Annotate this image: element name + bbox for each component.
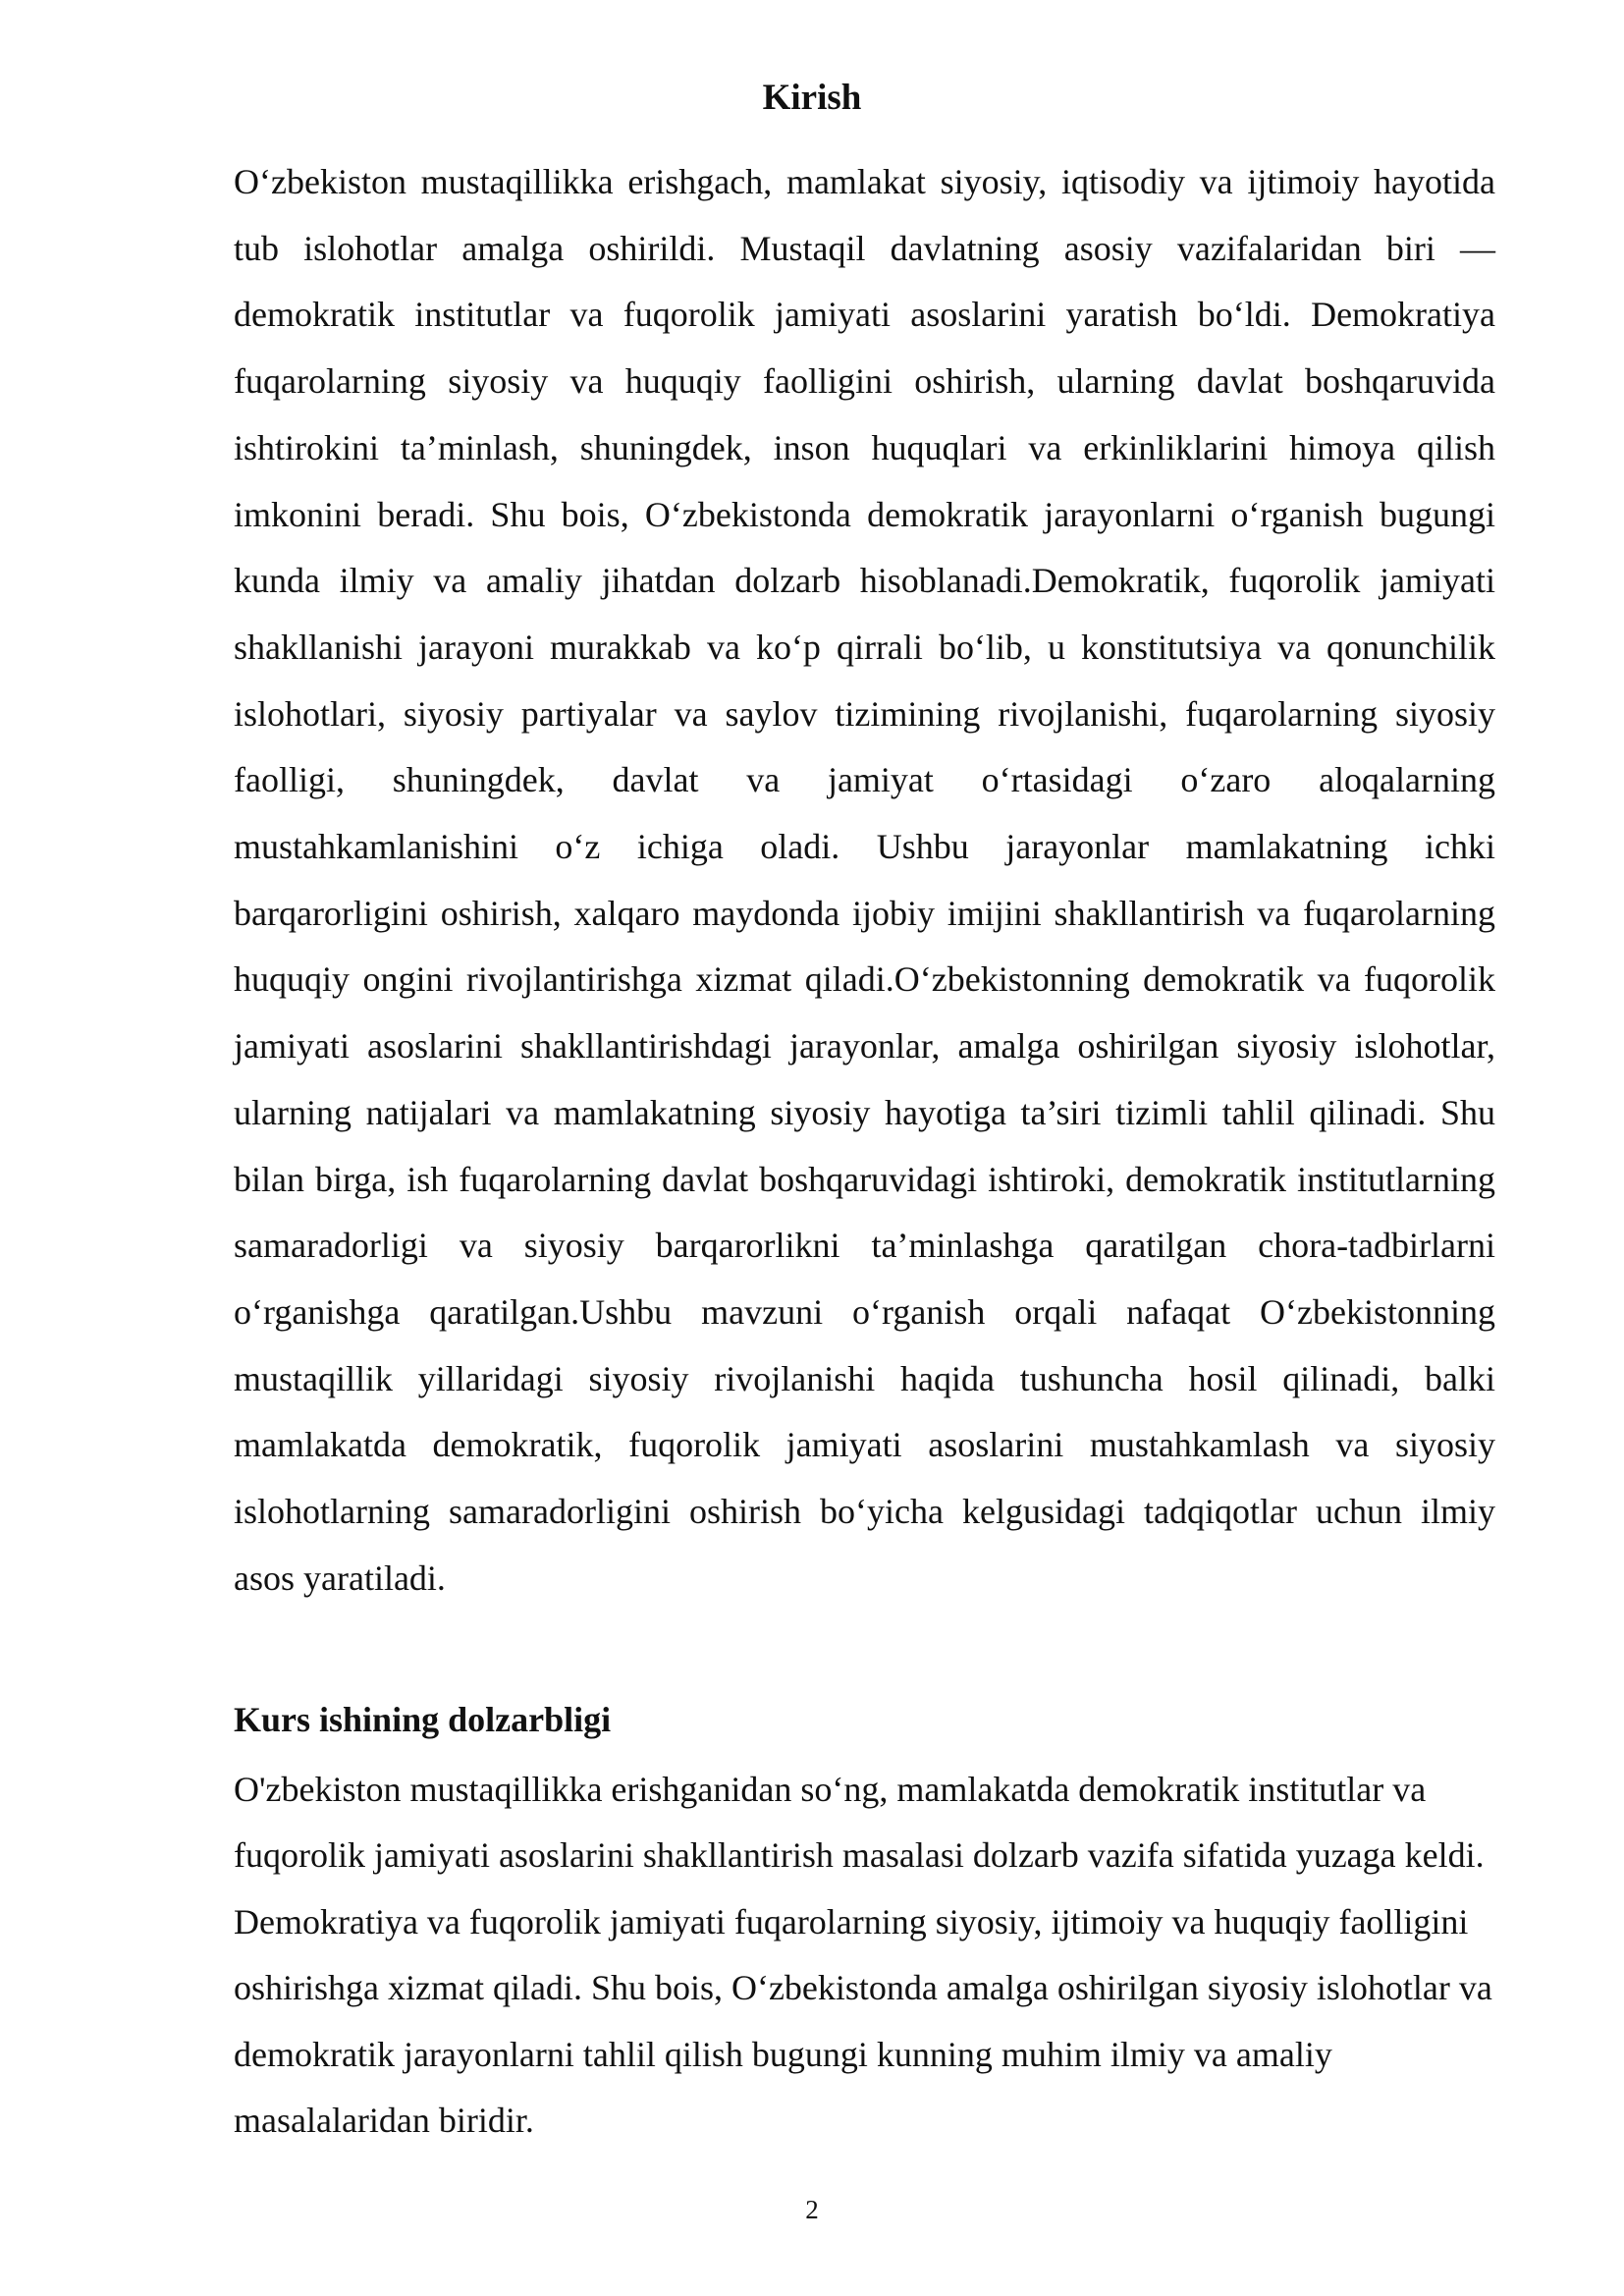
intro-paragraph: O‘zbekiston mustaqillikka erishgach, mamlakat siyosiy, iqtisodiy va ijtimoiy hayotida tub islohotlar amalga oshirildi. Mustaqil davlatning asosiy vazifalaridan biri — demokratik institutlar va fuqorolik jamiyati asoslarini yaratish bo‘ldi. Demokratiya fuqarolarning siyosiy va huquqiy faolligini oshirish, ularning davlat boshqaruvida ishtirokini ta’minlash, shuningdek, inson huquqlari va erkinliklarini himoya qilish imkonini beradi. Shu bois, O‘zbekistonda demokratik jarayonlarni o‘rganish bugungi kunda ilmiy va amaliy jihatdan dolzarb hisoblanadi.Demokratik, fuqorolik jamiyati shakllanishi jarayoni murakkab va ko‘p qirrali bo‘lib, u konstitutsiya va qonunchilik islohotlari, siyosiy partiyalar va saylov tizimining rivojlanishi, fuqarolarning siyosiy faolligi, shuningdek, davlat va jamiyat o‘rtasidagi o‘zaro aloqalarning mustahkamlanishini o‘z ichiga oladi. Ushbu jarayonlar mamlakatning ichki barqarorligini oshirish, xalqaro maydonda ijobiy imijini shakllantirish va fuqarolarning huquqiy ongini rivojlantirishga xizmat qiladi.O‘zbekistonning demokratik va fuqorolik jamiyati asoslarini shakllantirishdagi jarayonlar, amalga oshirilgan siyosiy islohotlar, ularning natijalari va mamlakatning siyosiy hayotiga ta’siri tizimli tahlil qilinadi. Shu bilan birga, ish fuqarolarning davlat boshqaruvidagi ishtiroki, demokratik institutlarning samaradorligi va siyosiy barqarorlikni ta’minlashga qaratilgan chora-tadbirlarni o‘rganishga qaratilgan.Ushbu mavzuni o‘rganish orqali nafaqat O‘zbekistonning mustaqillik yillaridagi siyosiy rivojlanishi haqida tushuncha hosil qilinadi, balki mamlakatda demokratik, fuqorolik jamiyati asoslarini mustahkamlash va siyosiy islohotlarning samaradorligini oshirish bo‘yicha kelgusidagi tadqiqotlar uchun ilmiy asos yaratiladi. (234, 162, 1495, 1598)
page-number: 2 (805, 2195, 819, 2224)
section-heading: Kurs ishining dolzarbligi (234, 1700, 612, 1739)
page-title: Kirish (762, 78, 862, 118)
section-paragraph: O'zbekiston mustaqillikka erishganidan so‘ng, mamlakatda demokratik institutlar va fuqorolik jamiyati asoslarini shakllantirish masalasi dolzarb vazifa sifatida yuzaga keldi. Demokratiya va fuqorolik jamiyati fuqarolarning siyosiy, ijtimoiy va huquqiy faolligini oshirishga xizmat qiladi. Shu bois, O‘zbekistonda amalga oshirilgan siyosiy islohotlar va demokratik jarayonlarni tahlil qilish bugungi kunning muhim ilmiy va amaliy masalalaridan biridir. (234, 1770, 1492, 2141)
